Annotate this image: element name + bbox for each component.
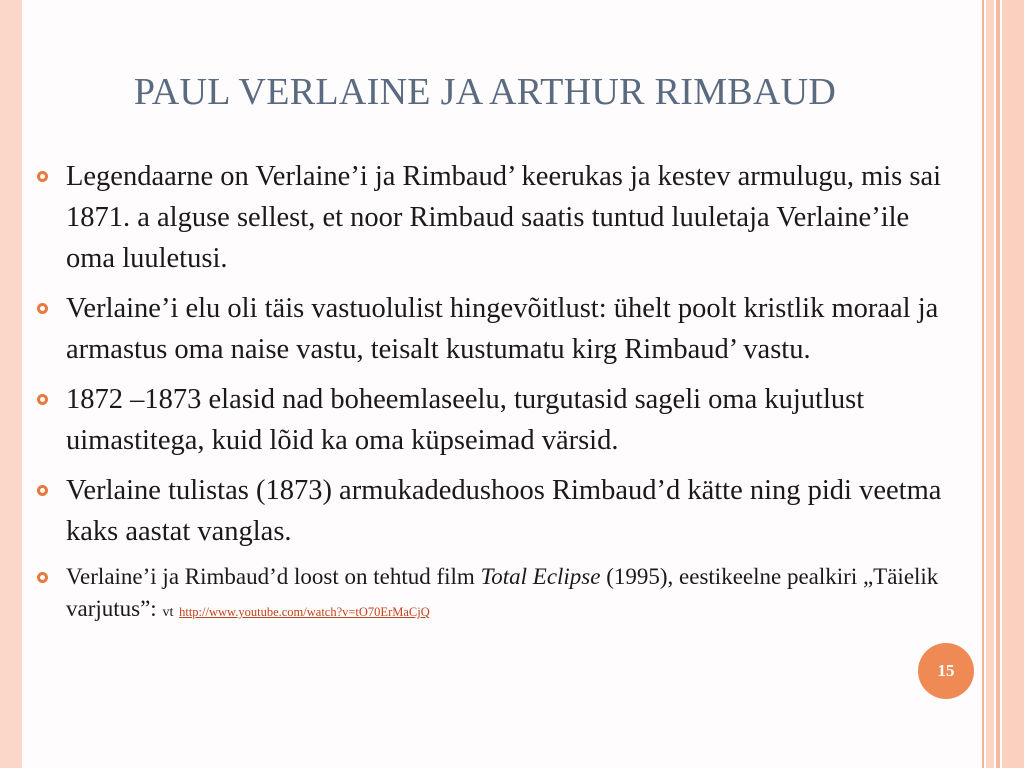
bullet-item [36, 156, 956, 279]
slide-title: PAUL VERLAINE JA ARTHUR RIMBAUD [133, 71, 837, 113]
bullet-text: 1872 –1873 elasid nad boheemlaseelu, turgutasid sageli oma kujutlust uimastitega, kuid lõid ka oma küpseimad värsid. [66, 384, 865, 456]
bullet-ring-icon [37, 572, 48, 583]
bullet-ring-icon [37, 171, 48, 182]
page-number-badge: 15 [918, 643, 974, 699]
bullet-ring-icon [37, 485, 48, 496]
left-decorative-border [0, 0, 22, 768]
see-label: vt [162, 605, 174, 620]
bullet-item [36, 561, 956, 629]
right-decorative-stripe [986, 0, 994, 768]
bullet-text: (1995), eestikeelne pealkiri „Täielik varjutus”: [66, 564, 939, 621]
bullet-item [36, 470, 956, 552]
slide-content [36, 156, 956, 629]
right-decorative-stripe [996, 0, 1000, 768]
right-decorative-stripe [982, 0, 984, 768]
bullet-ring-icon [37, 303, 48, 314]
bullet-item [36, 379, 956, 461]
bullet-text: Legendaarne on Verlaine’i ja Rimbaud’ keerukas ja kestev armulugu, mis sai 1871. a alguse sellest, et noor Rimbaud saatis tuntud luuletaja Verlaine’ile oma luuletusi. [66, 161, 942, 274]
bullet-text: Verlaine’i elu oli täis vastuolulist hingevõitlust: ühelt poolt kristlik moraal ja armastus oma naise vastu, teisalt kustumatu kirg Rimbaud’ vastu. [66, 293, 939, 365]
bullet-text: Verlaine’i ja Rimbaud’d loost on tehtud film [66, 564, 481, 589]
bullet-ring-icon [37, 394, 48, 405]
right-decorative-stripe [1002, 0, 1024, 768]
film-title: Total Eclipse [480, 564, 601, 589]
bullet-item [36, 288, 956, 370]
youtube-link[interactable]: http://www.youtube.com/watch?v=tO70ErMaCjQ [179, 605, 430, 619]
bullet-text: Verlaine tulistas (1873) armukadedushoos Rimbaud’d kätte ning pidi veetma kaks aastat vanglas. [66, 475, 942, 547]
